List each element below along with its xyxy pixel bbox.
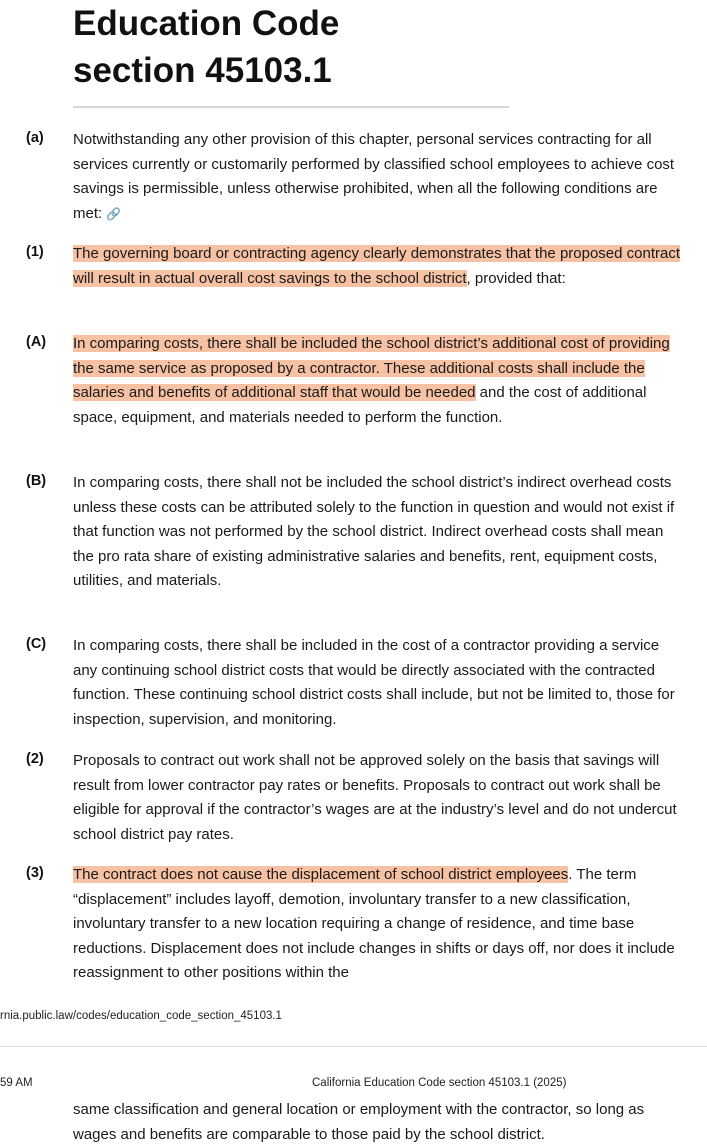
- title-divider: [73, 106, 509, 108]
- highlighted-text: In comparing costs, there shall be included the school district’s additional cost of providing the same service as proposed by a contractor. These additional costs shall include the salaries and benefits of additional staff that would be needed: [73, 335, 670, 401]
- link-icon[interactable]: 🔗: [106, 206, 122, 221]
- paragraph-label: (2): [26, 751, 44, 767]
- paragraph-label: (B): [26, 473, 47, 489]
- footer-url: rnia.public.law/codes/education_code_section_45103.1: [0, 1010, 282, 1022]
- paragraph-text: [73, 332, 683, 430]
- paragraph-text: Proposals to contract out work shall not be approved solely on the basis that savings will result from lower contractor pay rates or benefits. Proposals to contract out work shall be eligible for approval if the contractor’s wages are at the industry’s level and do not undercut school district pay rates.: [73, 752, 677, 843]
- page-header-title: California Education Code section 45103.1 (2025): [312, 1077, 567, 1089]
- paragraph-1-rest: , provided that:: [466, 269, 566, 287]
- paragraph-text: In comparing costs, there shall not be included the school district’s indirect overhead costs unless these costs can be attributed solely to the function in question and would not exist if that function was not performed by the school district. Indirect overhead costs shall mean the pro rata share of existing administrative salaries and benefits, rent, equipment costs, utilities, and materials.: [73, 474, 675, 589]
- paragraph-3-rest: . The term “displacement” includes layoff, demotion, involuntary transfer to a new classification, involuntary transfer to a new location requiring a change of residence, and time base reductions. Displacement does not include changes in shifts or days off, nor does it include reassignment to other positions within the: [73, 866, 675, 981]
- page-break-divider: [0, 1046, 707, 1047]
- title-line-2: section 45103.1: [73, 51, 332, 90]
- paragraph-label: (a): [26, 130, 44, 146]
- paragraph-text: In comparing costs, there shall be included in the cost of a contractor providing a service any continuing school district costs that would be directly associated with the contracted function. These continuing school district costs shall include, but not be limited to, those for inspection, supervision, and monitoring.: [73, 637, 675, 728]
- paragraph-text: [73, 863, 683, 986]
- paragraph-label: (C): [26, 636, 47, 652]
- paragraph-label: (3): [26, 865, 44, 881]
- page-title: [73, 0, 533, 94]
- paragraph-label: (A): [26, 334, 47, 350]
- highlighted-text: The governing board or contracting agency clearly demonstrates that the proposed contract will result in actual overall cost savings to the school district: [73, 245, 681, 287]
- paragraph-A-rest: and the cost of additional space, equipment, and materials needed to perform the function.: [73, 384, 647, 426]
- paragraph-text: same classification and general location or employment with the contractor, so long as wages and benefits are comparable to those paid by the school district.: [73, 1101, 645, 1143]
- highlighted-text: The contract does not cause the displacement of school district employees: [73, 866, 569, 883]
- paragraph-a-body: Notwithstanding any other provision of this chapter, personal services contracting for all services currently or customarily performed by classified school employees to achieve cost savings is permissible, unless otherwise prohibited, when all the following conditions are met:: [73, 131, 675, 222]
- paragraph-text: [73, 128, 683, 226]
- page-header-time: 59 AM: [0, 1077, 33, 1089]
- paragraph-text: [73, 242, 683, 291]
- paragraph-label: (1): [26, 244, 44, 260]
- title-line-1: Education Code: [73, 4, 340, 43]
